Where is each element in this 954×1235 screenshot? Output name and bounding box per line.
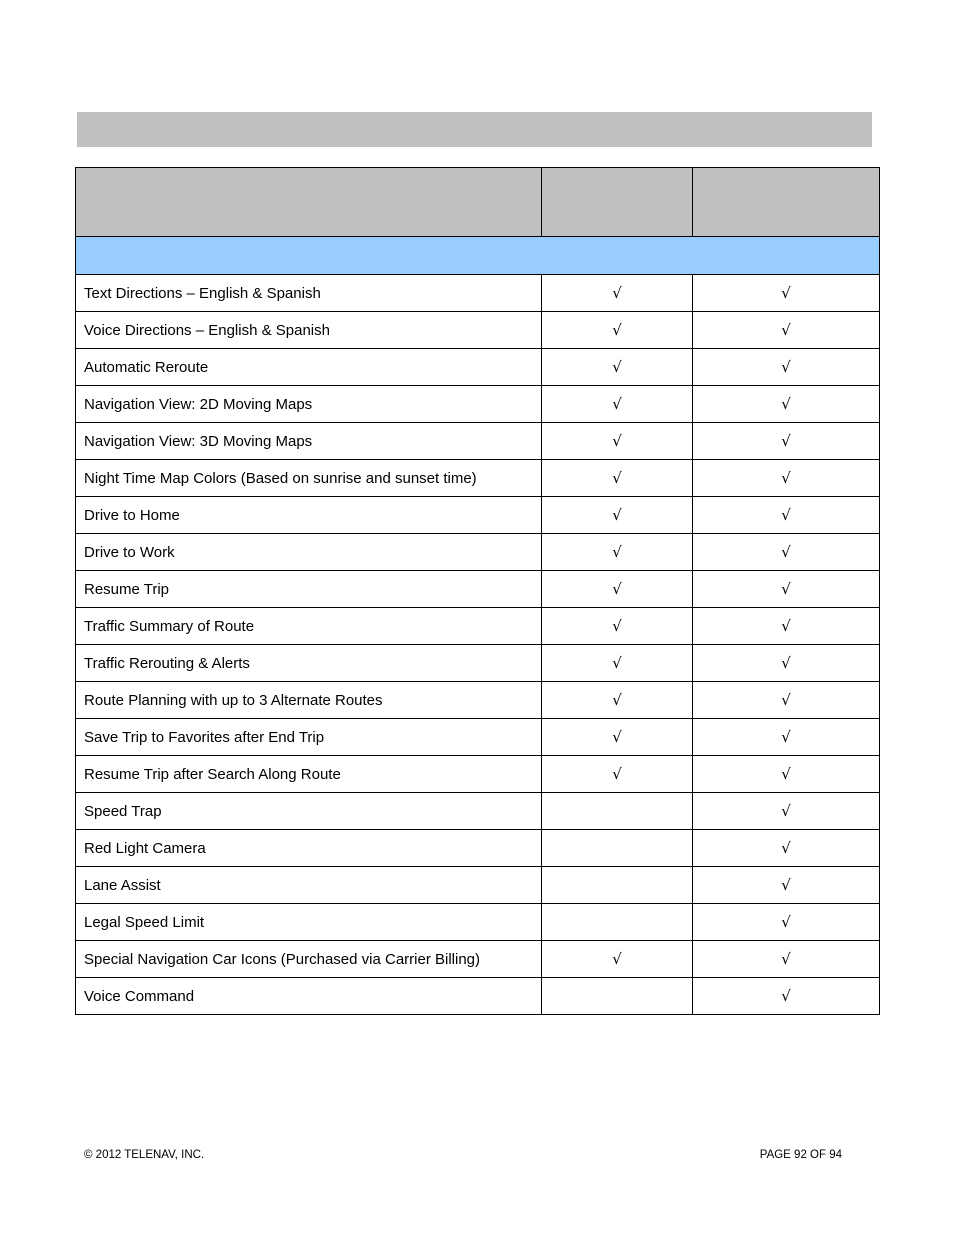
footer-page-number: PAGE 92 OF 94 bbox=[759, 1149, 842, 1161]
feature-name-cell: Drive to Home bbox=[76, 497, 542, 534]
empty-cell bbox=[542, 830, 693, 867]
table-row bbox=[76, 867, 880, 904]
table-row bbox=[76, 571, 880, 608]
table-row bbox=[76, 275, 880, 312]
check-mark-cell: √ bbox=[542, 571, 693, 608]
table-row bbox=[76, 830, 880, 867]
feature-name-cell: Save Trip to Favorites after End Trip bbox=[76, 719, 542, 756]
table-row bbox=[76, 534, 880, 571]
check-mark-cell: √ bbox=[693, 645, 880, 682]
check-mark-cell: √ bbox=[542, 423, 693, 460]
check-mark-cell: √ bbox=[693, 904, 880, 941]
check-mark-cell: √ bbox=[542, 941, 693, 978]
check-mark-cell: √ bbox=[693, 423, 880, 460]
check-mark-cell: √ bbox=[693, 682, 880, 719]
feature-name-cell: Lane Assist bbox=[76, 867, 542, 904]
check-mark-cell: √ bbox=[693, 312, 880, 349]
empty-cell bbox=[542, 904, 693, 941]
empty-cell bbox=[542, 793, 693, 830]
table-row bbox=[76, 719, 880, 756]
feature-name-cell: Red Light Camera bbox=[76, 830, 542, 867]
feature-name-cell: Text Directions – English & Spanish bbox=[76, 275, 542, 312]
check-mark-cell: √ bbox=[693, 756, 880, 793]
check-mark-cell: √ bbox=[693, 275, 880, 312]
table-row bbox=[76, 756, 880, 793]
feature-name-cell: Voice Command bbox=[76, 978, 542, 1015]
feature-name-cell: Traffic Rerouting & Alerts bbox=[76, 645, 542, 682]
check-mark-cell: √ bbox=[542, 312, 693, 349]
check-mark-cell: √ bbox=[693, 386, 880, 423]
check-mark-cell: √ bbox=[542, 608, 693, 645]
check-mark-cell: √ bbox=[693, 830, 880, 867]
feature-comparison-table bbox=[75, 167, 880, 1015]
footer-copyright: © 2012 TELENAV, INC. bbox=[84, 1149, 205, 1161]
check-mark-cell: √ bbox=[693, 497, 880, 534]
table-row bbox=[76, 460, 880, 497]
feature-name-cell: Automatic Reroute bbox=[76, 349, 542, 386]
check-mark-cell: √ bbox=[693, 571, 880, 608]
check-mark-cell: √ bbox=[542, 534, 693, 571]
table-row bbox=[76, 386, 880, 423]
check-mark-cell: √ bbox=[542, 682, 693, 719]
check-mark-cell: √ bbox=[693, 719, 880, 756]
feature-name-cell: Voice Directions – English & Spanish bbox=[76, 312, 542, 349]
check-mark-cell: √ bbox=[693, 978, 880, 1015]
feature-name-cell: Resume Trip after Search Along Route bbox=[76, 756, 542, 793]
table-row bbox=[76, 682, 880, 719]
table-row bbox=[76, 793, 880, 830]
section-header-row bbox=[76, 237, 880, 275]
check-mark-cell: √ bbox=[693, 349, 880, 386]
check-mark-cell: √ bbox=[542, 349, 693, 386]
feature-name-cell: Night Time Map Colors (Based on sunrise and sunset time) bbox=[76, 460, 542, 497]
check-mark-cell: √ bbox=[542, 386, 693, 423]
table-row bbox=[76, 349, 880, 386]
check-mark-cell: √ bbox=[693, 867, 880, 904]
table-row bbox=[76, 312, 880, 349]
table-row bbox=[76, 608, 880, 645]
section-title-bar bbox=[77, 112, 872, 147]
feature-name-cell: Navigation View: 2D Moving Maps bbox=[76, 386, 542, 423]
table-row bbox=[76, 497, 880, 534]
table-row bbox=[76, 423, 880, 460]
feature-name-cell: Drive to Work bbox=[76, 534, 542, 571]
table-row bbox=[76, 904, 880, 941]
empty-cell bbox=[542, 867, 693, 904]
check-mark-cell: √ bbox=[542, 756, 693, 793]
check-mark-cell: √ bbox=[693, 460, 880, 497]
table-row bbox=[76, 941, 880, 978]
check-mark-cell: √ bbox=[542, 497, 693, 534]
check-mark-cell: √ bbox=[693, 793, 880, 830]
feature-name-cell: Resume Trip bbox=[76, 571, 542, 608]
check-mark-cell: √ bbox=[542, 719, 693, 756]
table-body bbox=[76, 168, 880, 1015]
section-header-cell bbox=[76, 237, 880, 275]
check-mark-cell: √ bbox=[542, 460, 693, 497]
header-cell-column-2 bbox=[542, 168, 693, 237]
header-cell-column-3 bbox=[693, 168, 880, 237]
feature-name-cell: Traffic Summary of Route bbox=[76, 608, 542, 645]
header-cell-feature bbox=[76, 168, 542, 237]
feature-name-cell: Navigation View: 3D Moving Maps bbox=[76, 423, 542, 460]
table-row bbox=[76, 645, 880, 682]
check-mark-cell: √ bbox=[693, 941, 880, 978]
check-mark-cell: √ bbox=[542, 275, 693, 312]
feature-name-cell: Speed Trap bbox=[76, 793, 542, 830]
empty-cell bbox=[542, 978, 693, 1015]
table-row bbox=[76, 978, 880, 1015]
feature-name-cell: Special Navigation Car Icons (Purchased via Carrier Billing) bbox=[76, 941, 542, 978]
check-mark-cell: √ bbox=[693, 608, 880, 645]
check-mark-cell: √ bbox=[542, 645, 693, 682]
feature-name-cell: Legal Speed Limit bbox=[76, 904, 542, 941]
table-header-row bbox=[76, 168, 880, 237]
feature-name-cell: Route Planning with up to 3 Alternate Routes bbox=[76, 682, 542, 719]
check-mark-cell: √ bbox=[693, 534, 880, 571]
